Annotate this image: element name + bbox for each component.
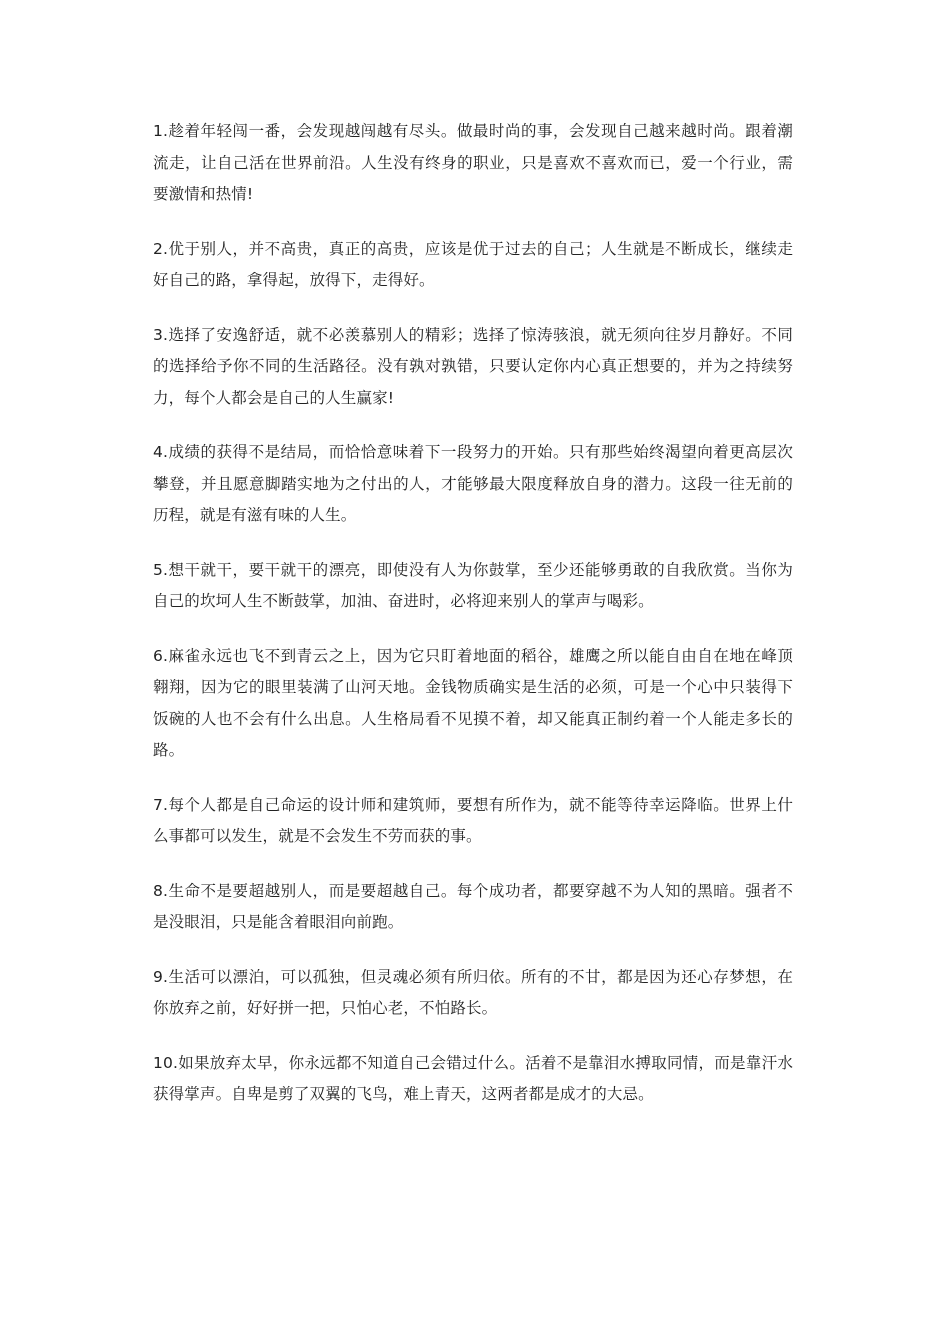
paragraph-8: 8.生命不是要超越别人，而是要超越自己。每个成功者，都要穿越不为人知的黑暗。强者不是没眼泪，只是能含着眼泪向前跑。 [153,881,793,931]
document-body [153,116,793,1134]
paragraph-4: 4.成绩的获得不是结局，而恰恰意味着下一段努力的开始。只有那些始终渴望向着更高层次攀登，并且愿意脚踏实地为之付出的人，才能够最大限度释放自身的潜力。这段一往无前的历程，就是有滋有味的人生。 [153,443,793,524]
paragraph-2: 2.优于别人，并不高贵，真正的高贵，应该是优于过去的自己；人生就是不断成长，继续走好自己的路，拿得起，放得下，走得好。 [153,239,793,289]
paragraph-6: 6.麻雀永远也飞不到青云之上，因为它只盯着地面的稻谷，雄鹰之所以能自由自在地在峰顶翱翔，因为它的眼里装满了山河天地。金钱物质确实是生活的必须，可是一个心中只装得下饭碗的人也不会有什么出息。人生格局看不见摸不着，却又能真正制约着一个人能走多长的路。 [153,646,793,759]
paragraph-1: 1.趁着年轻闯一番，会发现越闯越有尽头。做最时尚的事，会发现自己越来越时尚。跟着潮流走，让自己活在世界前沿。人生没有终身的职业，只是喜欢不喜欢而已，爱一个行业，需要激情和热情! [153,122,793,203]
paragraph-9: 9.生活可以漂泊，可以孤独，但灵魂必须有所归依。所有的不甘，都是因为还心存梦想，在你放弃之前，好好拼一把，只怕心老，不怕路长。 [153,967,793,1017]
paragraph-7: 7.每个人都是自己命运的设计师和建筑师，要想有所作为，就不能等待幸运降临。世界上什么事都可以发生，就是不会发生不劳而获的事。 [153,795,793,845]
paragraph-5: 5.想干就干，要干就干的漂亮，即使没有人为你鼓掌，至少还能够勇敢的自我欣赏。当你为自己的坎坷人生不断鼓掌，加油、奋进时，必将迎来别人的掌声与喝彩。 [153,560,793,610]
paragraph-10: 10.如果放弃太早，你永远都不知道自己会错过什么。活着不是靠泪水搏取同情，而是靠汗水获得掌声。自卑是剪了双翼的飞鸟，难上青天，这两者都是成才的大忌。 [153,1053,793,1103]
paragraph-3: 3.选择了安逸舒适，就不必羡慕别人的精彩；选择了惊涛骇浪，就无须向往岁月静好。不同的选择给予你不同的生活路径。没有孰对孰错，只要认定你内心真正想要的，并为之持续努力，每个人都会是自己的人生赢家! [153,325,793,407]
